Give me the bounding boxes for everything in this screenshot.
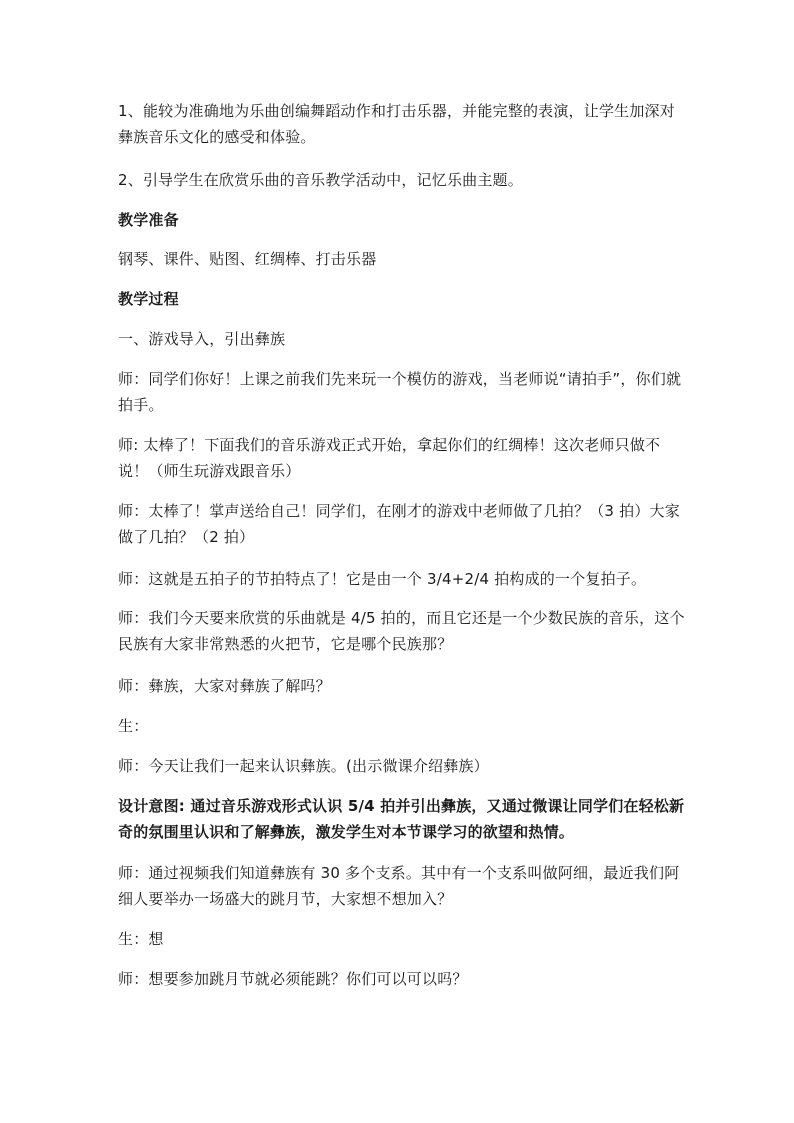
dialogue-student-2: 生：想 [118, 930, 164, 948]
dialogue-teacher-3: 师：太棒了！掌声送给自己！同学们，在刚才的游戏中老师做了几拍？（3 拍）大家做了几拍？（2 拍） [118, 502, 680, 546]
heading-teaching-process: 教学过程 [118, 290, 179, 308]
dialogue-teacher-4: 师：这就是五拍子的节拍特点了！它是由一个 3/4+2/4 拍构成的一个复拍子。 [118, 570, 647, 588]
heading-teaching-preparation: 教学准备 [118, 211, 179, 229]
dialogue-teacher-7: 师：今天让我们一起来认识彝族。(出示微课介绍彝族） [118, 757, 489, 775]
dialogue-teacher-2: 师: 太棒了！下面我们的音乐游戏正式开始，拿起你们的红绸棒！这次老师只做不说！（师生玩游戏跟音乐） [118, 436, 661, 480]
paragraph-preparation-items: 钢琴、课件、贴图、红绸棒、打击乐器 [118, 250, 377, 268]
paragraph-design-intent: 设计意图: 通过音乐游戏形式认识 5/4 拍并引出彝族，又通过微课让同学们在轻松新奇的氛围里认识和了解彝族，激发学生对本节课学习的欲望和热情。 [118, 797, 685, 841]
dialogue-teacher-6: 师：彝族，大家对彝族了解吗？ [118, 677, 331, 695]
dialogue-teacher-9: 师：想要参加跳月节就必须能跳？你们可以可以吗？ [118, 970, 468, 988]
dialogue-student-1: 生： [118, 717, 149, 735]
dialogue-teacher-5: 师：我们今天要来欣赏的乐曲就是 4/5 拍的，而且它还是一个少数民族的音乐，这个民族有大家非常熟悉的火把节，它是哪个民族那？ [118, 609, 685, 653]
dialogue-teacher-8: 师：通过视频我们知道彝族有 30 多个支系。其中有一个支系叫做阿细，最近我们阿细人要举办一场盛大的跳月节，大家想不想加入？ [118, 864, 680, 908]
section-heading-1: 一、游戏导入，引出彝族 [118, 330, 286, 348]
dialogue-teacher-1: 师：同学们你好！上课之前我们先来玩一个模仿的游戏，当老师说“请拍手”，你们就拍手。 [118, 370, 682, 414]
paragraph-goal-1: 1、能较为准确地为乐曲创编舞蹈动作和打击乐器，并能完整的表演，让学生加深对彝族音乐文化的感受和体验。 [118, 102, 675, 146]
paragraph-goal-2: 2、引导学生在欣赏乐曲的音乐教学活动中，记忆乐曲主题。 [118, 171, 523, 189]
